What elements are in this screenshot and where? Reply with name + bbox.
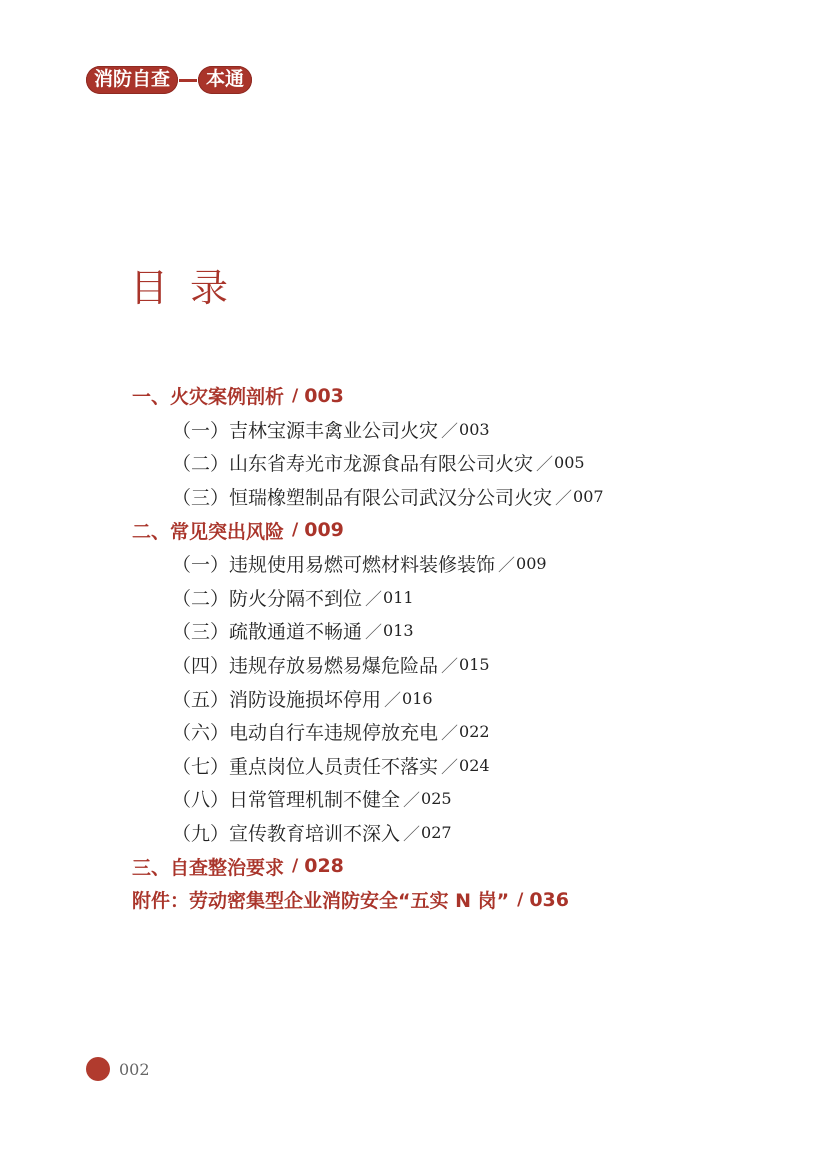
toc-separator: ／ — [403, 791, 421, 812]
toc-page-number: 016 — [402, 688, 433, 708]
toc-entry[interactable] — [132, 446, 774, 480]
toc-page-number: 022 — [459, 722, 490, 742]
toc-section[interactable] — [132, 883, 774, 917]
toc-separator: ／ — [365, 589, 383, 610]
toc-entry[interactable] — [132, 581, 774, 615]
toc-label: （七）重点岗位人员责任不落实 — [172, 755, 439, 778]
toc-page-number: 024 — [459, 755, 490, 775]
toc-entry[interactable] — [132, 816, 774, 850]
brand-label-part1: 消防自查 — [86, 66, 178, 94]
toc-page-number: 009 — [304, 519, 344, 542]
toc-entry[interactable] — [132, 547, 774, 581]
toc-separator: ／ — [441, 421, 459, 442]
table-of-contents — [132, 379, 774, 917]
toc-page-number: 015 — [459, 655, 490, 675]
toc-page-number: 009 — [516, 554, 547, 574]
toc-label: （一）违规使用易燃可燃材料装修装饰 — [172, 554, 496, 577]
brand-dash — [179, 79, 197, 82]
toc-section[interactable] — [132, 849, 774, 883]
toc-separator: ／ — [441, 657, 459, 678]
toc-separator: ／ — [536, 455, 554, 476]
toc-separator: ／ — [441, 757, 459, 778]
toc-page-number: 011 — [383, 587, 414, 607]
toc-label: 一、火灾案例剖析 — [132, 386, 285, 409]
toc-entry[interactable] — [132, 715, 774, 749]
brand-label-part2: 本通 — [198, 66, 252, 94]
toc-entry[interactable] — [132, 681, 774, 715]
toc-label: （三）疏散通道不畅通 — [172, 621, 363, 644]
toc-page-number: 003 — [304, 384, 344, 407]
page-footer — [86, 1057, 150, 1081]
toc-page-number: 013 — [383, 621, 414, 641]
toc-entry[interactable] — [132, 614, 774, 648]
toc-separator: / — [292, 856, 299, 877]
header-brand — [86, 66, 252, 94]
toc-separator: ／ — [555, 489, 573, 510]
toc-entry[interactable] — [132, 648, 774, 682]
toc-entry[interactable] — [132, 749, 774, 783]
page-number-dot — [86, 1057, 110, 1081]
toc-label: （八）日常管理机制不健全 — [172, 789, 401, 812]
toc-entry[interactable] — [132, 782, 774, 816]
toc-page-number: 003 — [459, 419, 490, 439]
toc-page-number: 028 — [304, 855, 344, 878]
toc-label: （三）恒瑞橡塑制品有限公司武汉分公司火灾 — [172, 487, 553, 510]
page-number: 002 — [119, 1059, 150, 1079]
toc-label: （四）违规存放易燃易爆危险品 — [172, 655, 439, 678]
toc-separator: ／ — [365, 623, 383, 644]
toc-title: 目录 — [130, 266, 251, 310]
toc-separator: ／ — [441, 724, 459, 745]
toc-label: （五）消防设施损坏停用 — [172, 688, 382, 711]
toc-label: （二）山东省寿光市龙源食品有限公司火灾 — [172, 453, 534, 476]
toc-page-number: 027 — [421, 823, 452, 843]
toc-label: （一）吉林宝源丰禽业公司火灾 — [172, 419, 439, 442]
toc-label: （九）宣传教育培训不深入 — [172, 823, 401, 846]
toc-label: （六）电动自行车违规停放充电 — [172, 722, 439, 745]
toc-label: 三、自查整治要求 — [132, 856, 285, 879]
toc-separator: ／ — [403, 825, 421, 846]
toc-entry[interactable] — [132, 480, 774, 514]
toc-label: （二）防火分隔不到位 — [172, 587, 363, 610]
toc-separator: / — [292, 385, 299, 406]
toc-separator: ／ — [498, 556, 516, 577]
toc-page-number: 036 — [529, 888, 569, 911]
toc-page-number: 025 — [421, 789, 452, 809]
toc-label: 二、常见突出风险 — [132, 520, 285, 543]
toc-label: 附件：劳动密集型企业消防安全“五实 N 岗” — [132, 890, 510, 913]
toc-separator: / — [292, 520, 299, 541]
toc-separator: / — [517, 889, 524, 910]
toc-separator: ／ — [384, 690, 402, 711]
toc-section[interactable] — [132, 379, 774, 413]
toc-page-number: 007 — [573, 487, 604, 507]
toc-page-number: 005 — [554, 453, 585, 473]
toc-section[interactable] — [132, 513, 774, 547]
toc-entry[interactable] — [132, 413, 774, 447]
